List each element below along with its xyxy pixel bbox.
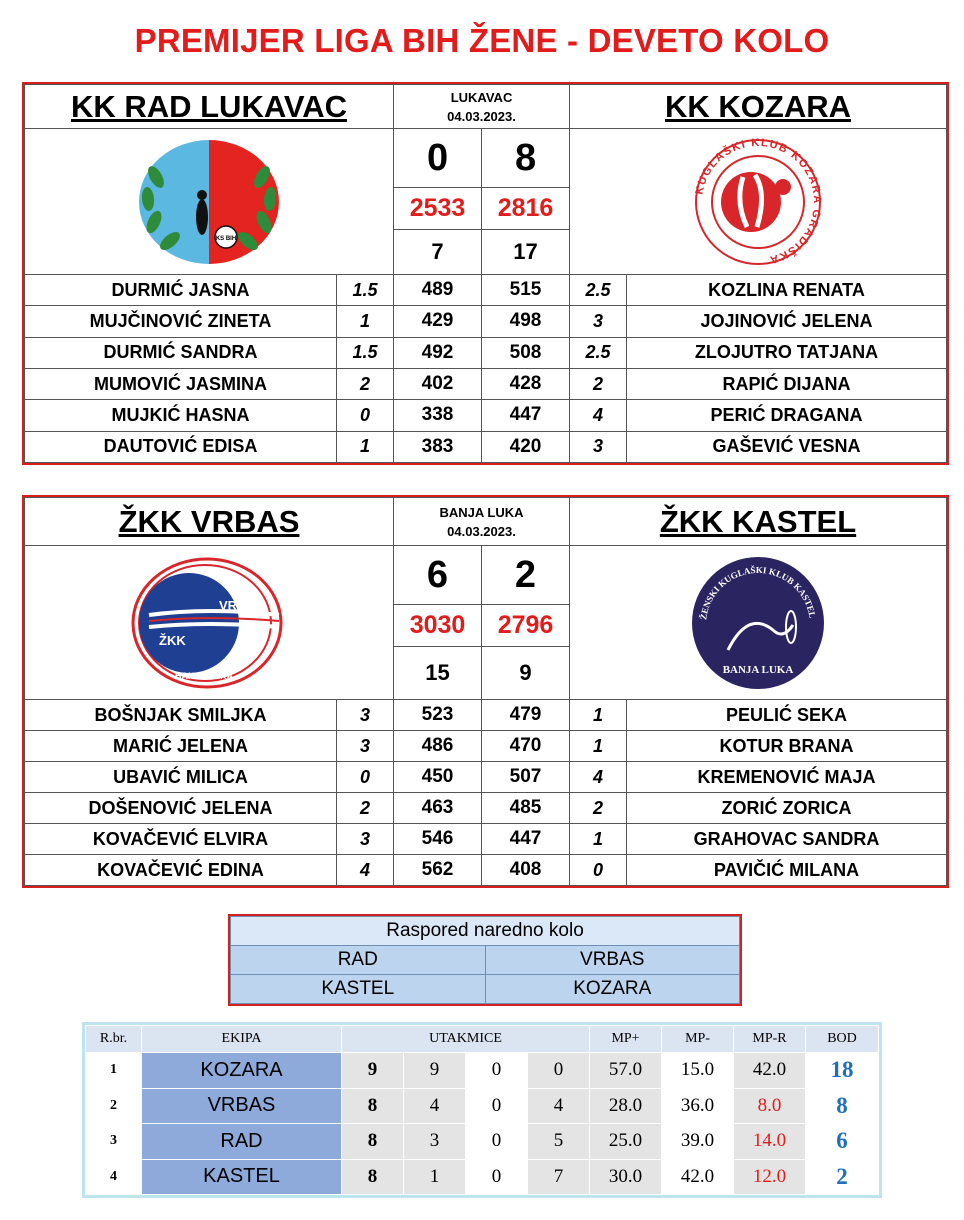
vrbas-logo bbox=[25, 546, 394, 700]
match-date: 04.03.2023. bbox=[447, 523, 516, 539]
match-card-2 bbox=[22, 495, 949, 888]
home-player: MUJČINOVIĆ ZINETA bbox=[25, 306, 337, 337]
played: 9 bbox=[342, 1053, 404, 1089]
home-match-points: 6 bbox=[394, 546, 482, 605]
player-row bbox=[25, 824, 947, 855]
standings-header bbox=[86, 1026, 879, 1053]
match-date: 04.03.2023. bbox=[447, 108, 516, 124]
home-player: DOŠENOVIĆ JELENA bbox=[25, 793, 337, 824]
kozara-logo-ring: KUGLAŠKI KLUB KOZARA GRADIŠKA bbox=[693, 136, 824, 266]
header-mp-r: MP-R bbox=[734, 1026, 806, 1053]
home-match-points: 0 bbox=[394, 129, 482, 188]
away-player-points: 3 bbox=[570, 431, 627, 462]
home-player: DURMIĆ SANDRA bbox=[25, 337, 337, 368]
home-player-score: 429 bbox=[394, 306, 482, 337]
home-player-score: 463 bbox=[394, 793, 482, 824]
away-player: PERIĆ DRAGANA bbox=[627, 400, 947, 431]
mp-r: 8.0 bbox=[734, 1088, 806, 1124]
away-player-score: 515 bbox=[482, 275, 570, 306]
bod: 8 bbox=[806, 1088, 879, 1124]
away-player-score: 507 bbox=[482, 762, 570, 793]
match-city: LUKAVAC bbox=[450, 89, 513, 105]
next-round-schedule bbox=[228, 914, 742, 1006]
away-player-score: 447 bbox=[482, 824, 570, 855]
standings-table bbox=[82, 1022, 882, 1198]
home-player: MUMOVIĆ JASMINA bbox=[25, 368, 337, 399]
home-team-name: ŽKK VRBAS bbox=[25, 498, 394, 546]
home-player-points: 3 bbox=[337, 731, 394, 762]
player-row bbox=[25, 431, 947, 462]
home-player: MARIĆ JELENA bbox=[25, 731, 337, 762]
away-player: GAŠEVIĆ VESNA bbox=[627, 431, 947, 462]
away-team-name: KK KOZARA bbox=[570, 85, 947, 129]
away-player-points: 1 bbox=[570, 824, 627, 855]
home-player-points: 3 bbox=[337, 824, 394, 855]
vrbas-logo-text2: ŽKK bbox=[159, 633, 186, 648]
mp-plus: 28.0 bbox=[590, 1088, 662, 1124]
header-mp-plus: MP+ bbox=[590, 1026, 662, 1053]
away-player-score: 408 bbox=[482, 855, 570, 886]
away-player: KOTUR BRANA bbox=[627, 731, 947, 762]
home-player-points: 0 bbox=[337, 400, 394, 431]
mp-plus: 57.0 bbox=[590, 1053, 662, 1089]
away-total-pins: 2796 bbox=[482, 605, 570, 647]
away-set-points: 17 bbox=[482, 230, 570, 275]
bod: 2 bbox=[806, 1159, 879, 1195]
away-player: PEULIĆ SEKA bbox=[627, 700, 947, 731]
mp-minus: 15.0 bbox=[662, 1053, 734, 1089]
kastel-logo-city: BANJA LUKA bbox=[722, 664, 794, 676]
schedule-pair bbox=[231, 946, 740, 975]
losses: 4 bbox=[528, 1088, 590, 1124]
losses: 0 bbox=[528, 1053, 590, 1089]
team: KASTEL bbox=[142, 1159, 342, 1195]
away-player-points: 1 bbox=[570, 731, 627, 762]
bod: 18 bbox=[806, 1053, 879, 1089]
away-player-points: 1 bbox=[570, 700, 627, 731]
mp-r: 12.0 bbox=[734, 1159, 806, 1195]
away-player: KREMENOVIĆ MAJA bbox=[627, 762, 947, 793]
away-player: KOZLINA RENATA bbox=[627, 275, 947, 306]
player-row bbox=[25, 306, 947, 337]
wins: 3 bbox=[404, 1124, 466, 1160]
away-player-score: 508 bbox=[482, 337, 570, 368]
away-player-score: 420 bbox=[482, 431, 570, 462]
home-player-score: 338 bbox=[394, 400, 482, 431]
wins: 4 bbox=[404, 1088, 466, 1124]
away-player-points: 0 bbox=[570, 855, 627, 886]
draws: 0 bbox=[466, 1124, 528, 1160]
schedule-away: KOZARA bbox=[485, 975, 740, 1004]
losses: 7 bbox=[528, 1159, 590, 1195]
played: 8 bbox=[342, 1124, 404, 1160]
team: RAD bbox=[142, 1124, 342, 1160]
match-venue bbox=[394, 498, 570, 546]
home-player: UBAVIĆ MILICA bbox=[25, 762, 337, 793]
player-row bbox=[25, 400, 947, 431]
standings-row bbox=[86, 1088, 879, 1124]
kozara-logo bbox=[570, 129, 947, 275]
home-player-score: 523 bbox=[394, 700, 482, 731]
rad-logo-text: KS BIH bbox=[215, 235, 237, 242]
standings-row bbox=[86, 1124, 879, 1160]
home-total-pins: 3030 bbox=[394, 605, 482, 647]
home-player-score: 562 bbox=[394, 855, 482, 886]
player-row bbox=[25, 337, 947, 368]
away-player-score: 428 bbox=[482, 368, 570, 399]
home-player-score: 486 bbox=[394, 731, 482, 762]
away-player: JOJINOVIĆ JELENA bbox=[627, 306, 947, 337]
standings-row bbox=[86, 1159, 879, 1195]
home-player-score: 450 bbox=[394, 762, 482, 793]
player-row bbox=[25, 275, 947, 306]
player-row bbox=[25, 368, 947, 399]
kastel-logo bbox=[570, 546, 947, 700]
player-row bbox=[25, 762, 947, 793]
away-player-points: 4 bbox=[570, 400, 627, 431]
draws: 0 bbox=[466, 1053, 528, 1089]
away-player-points: 2 bbox=[570, 368, 627, 399]
home-player-points: 3 bbox=[337, 700, 394, 731]
mp-minus: 42.0 bbox=[662, 1159, 734, 1195]
played: 8 bbox=[342, 1159, 404, 1195]
home-player: DURMIĆ JASNA bbox=[25, 275, 337, 306]
away-player: ZORIĆ ZORICA bbox=[627, 793, 947, 824]
away-match-points: 8 bbox=[482, 129, 570, 188]
bod: 6 bbox=[806, 1124, 879, 1160]
away-player-points: 2 bbox=[570, 793, 627, 824]
header-team: EKIPA bbox=[142, 1026, 342, 1053]
away-player-points: 2.5 bbox=[570, 275, 627, 306]
away-player-score: 479 bbox=[482, 700, 570, 731]
away-player-score: 485 bbox=[482, 793, 570, 824]
played: 8 bbox=[342, 1088, 404, 1124]
home-player-points: 1 bbox=[337, 431, 394, 462]
schedule-title: Raspored naredno kolo bbox=[231, 917, 740, 946]
home-player: DAUTOVIĆ EDISA bbox=[25, 431, 337, 462]
home-player-score: 402 bbox=[394, 368, 482, 399]
home-player-score: 489 bbox=[394, 275, 482, 306]
away-player-points: 3 bbox=[570, 306, 627, 337]
away-player-points: 4 bbox=[570, 762, 627, 793]
home-player: MUJKIĆ HASNA bbox=[25, 400, 337, 431]
match-city: BANJA LUKA bbox=[439, 504, 524, 520]
away-team-name: ŽKK KASTEL bbox=[570, 498, 947, 546]
schedule-pair bbox=[231, 975, 740, 1004]
schedule-home: RAD bbox=[231, 946, 486, 975]
home-player-points: 1 bbox=[337, 306, 394, 337]
rad-lukavac-logo bbox=[25, 129, 394, 275]
away-player-points: 2.5 bbox=[570, 337, 627, 368]
away-player: GRAHOVAC SANDRA bbox=[627, 824, 947, 855]
schedule-away: VRBAS bbox=[485, 946, 740, 975]
home-player-points: 1.5 bbox=[337, 337, 394, 368]
losses: 5 bbox=[528, 1124, 590, 1160]
home-player-points: 1.5 bbox=[337, 275, 394, 306]
draws: 0 bbox=[466, 1159, 528, 1195]
away-player: ZLOJUTRO TATJANA bbox=[627, 337, 947, 368]
home-player: BOŠNJAK SMILJKA bbox=[25, 700, 337, 731]
away-player: RAPIĆ DIJANA bbox=[627, 368, 947, 399]
standings-row bbox=[86, 1053, 879, 1089]
home-player-points: 0 bbox=[337, 762, 394, 793]
draws: 0 bbox=[466, 1088, 528, 1124]
header-bod: BOD bbox=[806, 1026, 879, 1053]
home-player-points: 2 bbox=[337, 368, 394, 399]
match-card-1 bbox=[22, 82, 949, 465]
home-set-points: 15 bbox=[394, 647, 482, 700]
home-player: KOVAČEVIĆ ELVIRA bbox=[25, 824, 337, 855]
wins: 9 bbox=[404, 1053, 466, 1089]
player-row bbox=[25, 793, 947, 824]
header-matches: UTAKMICE bbox=[342, 1026, 590, 1053]
away-player: PAVIČIĆ MILANA bbox=[627, 855, 947, 886]
home-player-score: 492 bbox=[394, 337, 482, 368]
player-row bbox=[25, 855, 947, 886]
away-total-pins: 2816 bbox=[482, 188, 570, 230]
mp-r: 42.0 bbox=[734, 1053, 806, 1089]
rank: 2 bbox=[86, 1088, 142, 1124]
home-team-name: KK RAD LUKAVAC bbox=[25, 85, 394, 129]
mp-minus: 39.0 bbox=[662, 1124, 734, 1160]
rank: 3 bbox=[86, 1124, 142, 1160]
home-player: KOVAČEVIĆ EDINA bbox=[25, 855, 337, 886]
vrbas-logo-text1: VRBAS bbox=[219, 598, 265, 613]
page-title: PREMIJER LIGA BIH ŽENE - DEVETO KOLO bbox=[134, 22, 830, 59]
player-row bbox=[25, 731, 947, 762]
away-player-score: 447 bbox=[482, 400, 570, 431]
team: KOZARA bbox=[142, 1053, 342, 1089]
header-mp-minus: MP- bbox=[662, 1026, 734, 1053]
home-player-score: 546 bbox=[394, 824, 482, 855]
schedule-home: KASTEL bbox=[231, 975, 486, 1004]
match-venue bbox=[394, 85, 570, 129]
mp-plus: 30.0 bbox=[590, 1159, 662, 1195]
away-set-points: 9 bbox=[482, 647, 570, 700]
rank: 4 bbox=[86, 1159, 142, 1195]
mp-r: 14.0 bbox=[734, 1124, 806, 1160]
player-row bbox=[25, 700, 947, 731]
away-player-score: 470 bbox=[482, 731, 570, 762]
mp-plus: 25.0 bbox=[590, 1124, 662, 1160]
rank: 1 bbox=[86, 1053, 142, 1089]
mp-minus: 36.0 bbox=[662, 1088, 734, 1124]
home-set-points: 7 bbox=[394, 230, 482, 275]
home-player-score: 383 bbox=[394, 431, 482, 462]
home-total-pins: 2533 bbox=[394, 188, 482, 230]
home-player-points: 4 bbox=[337, 855, 394, 886]
header-rank: R.br. bbox=[86, 1026, 142, 1053]
vrbas-logo-text3: BANJA LUKA bbox=[175, 671, 234, 681]
away-match-points: 2 bbox=[482, 546, 570, 605]
team: VRBAS bbox=[142, 1088, 342, 1124]
wins: 1 bbox=[404, 1159, 466, 1195]
kastel-logo-ring: ŽENSKI KUGLAŠKI KLUB KASTEL bbox=[698, 564, 818, 621]
away-player-score: 498 bbox=[482, 306, 570, 337]
home-player-points: 2 bbox=[337, 793, 394, 824]
